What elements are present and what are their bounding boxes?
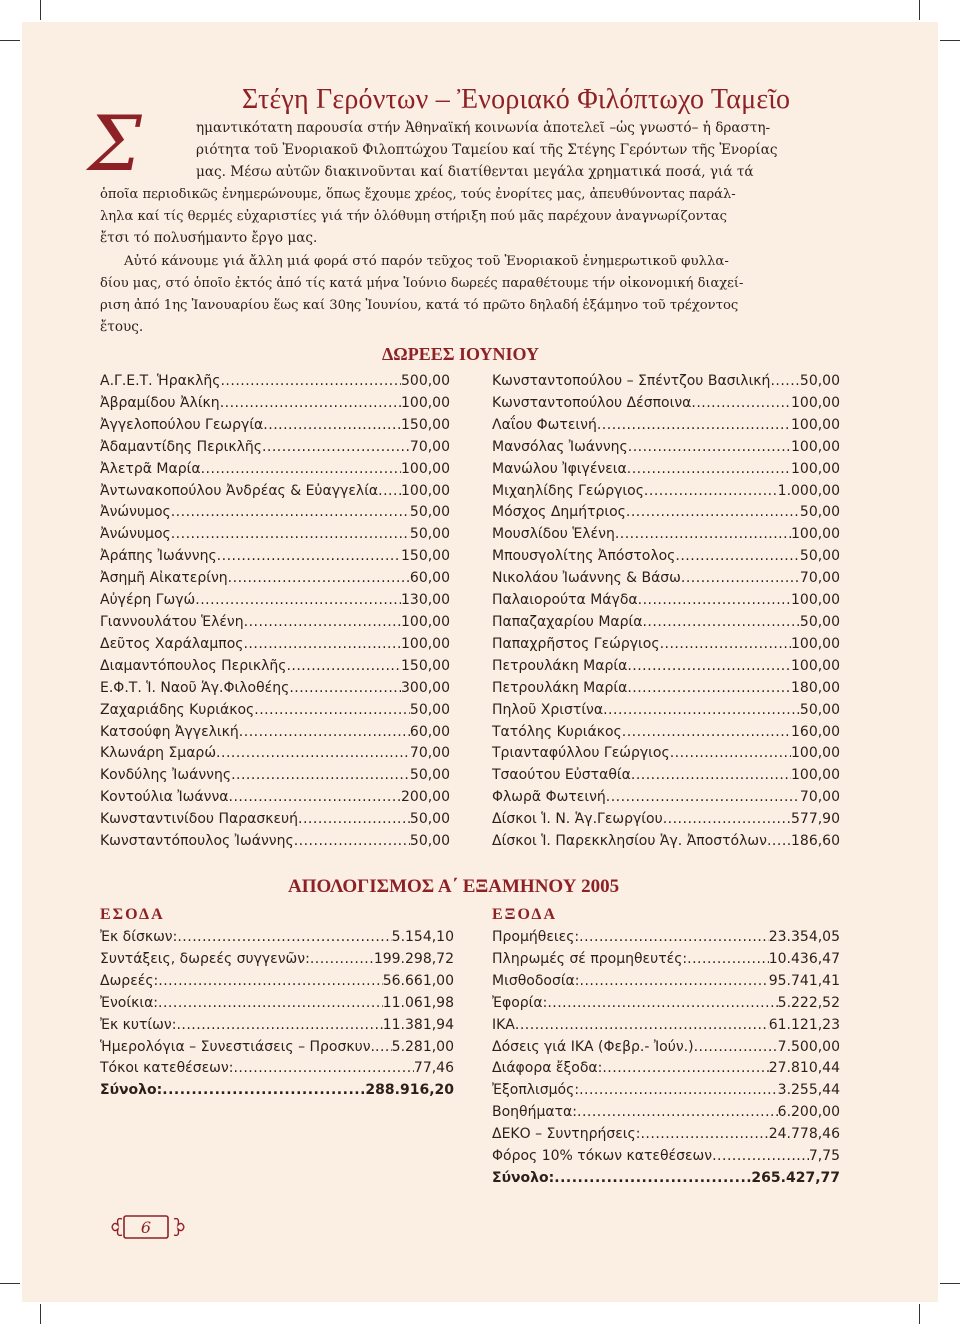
item-name: Ἀράπης Ἰωάννης (100, 548, 217, 565)
item-name: Ἡμερολόγια – Συνεστιάσεις – Προσκυν. (100, 1038, 375, 1055)
dot-leader (691, 393, 791, 415)
item-name: Ἐκ δίσκων: (100, 929, 178, 945)
item-name: Δεῦτος Χαράλαμπος (100, 635, 244, 652)
intro-line: ημαντικότατη παρουσία στήν Ἀθηναϊκή κοινωνία ἀποτελεῖ –ὡς γνωστό– ἡ δραστη- (196, 120, 771, 136)
list-item (100, 546, 450, 568)
dot-leader (262, 437, 410, 459)
dot-leader (286, 656, 401, 678)
dot-leader (638, 590, 791, 612)
item-amount: 50,00 (799, 613, 840, 630)
dot-leader (606, 787, 800, 809)
list-item (100, 437, 450, 459)
dot-leader (195, 590, 401, 612)
list-item (492, 437, 840, 459)
list-item (100, 481, 450, 503)
item-name: Πληρωμές σέ προμηθευτές: (492, 950, 688, 967)
item-amount: 50,00 (409, 526, 450, 543)
list-item (492, 459, 840, 481)
dot-leader (554, 1168, 751, 1190)
item-amount: 70,00 (799, 570, 840, 587)
total-row (492, 1168, 840, 1190)
item-amount: 500,00 (401, 373, 450, 389)
crop-mark (919, 0, 920, 20)
dot-leader (622, 722, 791, 744)
item-name: Κοντούλια Ἰωάννα (100, 789, 229, 806)
dot-leader (547, 993, 777, 1015)
income-label: ΕΣΟΔΑ (100, 906, 165, 923)
list-item (100, 1015, 454, 1037)
total-amount: 288.916,20 (365, 1082, 454, 1099)
list-item (492, 568, 840, 590)
list-item (492, 546, 840, 568)
list-item (492, 1037, 840, 1059)
dot-leader (687, 949, 769, 971)
item-amount: 100,00 (791, 635, 840, 652)
list-item (492, 765, 840, 787)
expenses-list (492, 927, 840, 1190)
item-name: Κωνσταντινίδου Παρασκευή (100, 811, 299, 828)
list-item (492, 1015, 840, 1037)
item-name: ΙΚΑ (492, 1016, 515, 1033)
item-name: Αὐγέρη Γωγώ (100, 592, 196, 609)
item-name: Προμήθειες: (492, 929, 580, 945)
list-item (100, 568, 450, 590)
item-name: Νικολάου Ἰωάννης & Βάσω (492, 570, 681, 587)
dot-leader (176, 1015, 382, 1037)
item-amount: 100,00 (401, 460, 450, 477)
dot-leader (603, 700, 800, 722)
list-item (100, 459, 450, 481)
dot-leader (615, 524, 791, 546)
dot-leader (694, 1037, 778, 1059)
list-item (100, 1037, 454, 1059)
item-amount: 50,00 (409, 767, 450, 784)
dot-leader (201, 459, 401, 481)
page-number: 6 (140, 1218, 152, 1237)
item-name: Κωνσταντόπουλος Ἰωάννης (100, 833, 294, 850)
item-amount: 100,00 (791, 394, 840, 411)
dot-leader (627, 459, 791, 481)
item-name: Πηλοῦ Χριστίνα (492, 701, 604, 718)
item-amount: 100,00 (401, 635, 450, 652)
list-item (492, 656, 840, 678)
item-amount: 150,00 (401, 657, 450, 674)
dot-leader (642, 612, 799, 634)
dot-leader (171, 502, 410, 524)
list-item (100, 612, 450, 634)
list-item (100, 415, 450, 437)
list-item (492, 743, 840, 765)
total-label: Σύνολο: (100, 1082, 163, 1099)
item-name: Παπαζαχαρίου Μαρία (492, 613, 643, 630)
item-name: Δωρεές: (100, 972, 159, 989)
list-item (100, 393, 450, 415)
item-name: Μανώλου Ἰφιγένεια (492, 460, 627, 477)
intro-line: Αὐτό κάνουμε γιά ἄλλη μιά φορά στό παρόν τεῦχος τοῦ Ἐνοριακοῦ ἐνημερωτικοῦ φυλλα- (124, 254, 729, 269)
item-amount: 11.381,94 (382, 1016, 454, 1033)
item-name: Ἀνώνυμος (100, 504, 171, 521)
list-item (100, 787, 450, 809)
dot-leader (220, 371, 401, 393)
item-amount: 6.200,00 (777, 1104, 840, 1121)
dot-leader (515, 1015, 769, 1037)
item-name: Δίσκοι Ἱ. Ν. Ἁγ.Γεωργίου (492, 811, 663, 828)
item-amount: 61.121,23 (768, 1016, 840, 1033)
item-amount: 100,00 (401, 482, 450, 499)
item-name: Συντάξεις, δωρεές συγγενῶν: (100, 950, 310, 967)
item-amount: 7.500,00 (777, 1038, 840, 1055)
dot-leader (577, 1102, 778, 1124)
item-amount: 95.741,41 (768, 972, 840, 989)
item-amount: 70,00 (409, 745, 450, 762)
item-name: Κωνσταντοπούλου Δέσποινα (492, 394, 692, 411)
crop-mark (940, 1283, 960, 1284)
item-amount: 27.810,44 (768, 1060, 840, 1077)
item-name: Λαΐου Φωτεινή (492, 416, 597, 433)
item-name: Μιχαηλίδης Γεώργιος (492, 482, 644, 499)
item-amount: 150,00 (401, 548, 450, 565)
list-item (100, 590, 450, 612)
item-amount: 100,00 (401, 613, 450, 630)
item-name: Τατόλης Κυριάκος (492, 723, 622, 740)
list-item (492, 502, 840, 524)
list-item (492, 1146, 840, 1168)
list-item (100, 809, 450, 831)
list-item (100, 502, 450, 524)
donations-right-list (492, 371, 840, 853)
item-name: Ε.Φ.Τ. Ἱ. Ναοῦ Ἁγ.Φιλοθέης (100, 679, 290, 696)
item-name: ΔΕΚΟ – Συντηρήσεις: (492, 1126, 641, 1143)
dot-leader (712, 1146, 809, 1168)
dot-leader (628, 437, 791, 459)
item-name: Ἐξοπλισμός: (492, 1082, 580, 1099)
item-amount: 5.154,10 (391, 929, 454, 945)
item-name: Φόρος 10% τόκων κατεθέσεων (492, 1148, 713, 1165)
item-amount: 100,00 (791, 657, 840, 674)
total-row (100, 1080, 454, 1102)
list-item (492, 590, 840, 612)
list-item (492, 1058, 840, 1080)
item-amount: 100,00 (791, 745, 840, 762)
item-name: Ἐφορία: (492, 994, 548, 1011)
item-name: Μπουσγολίτης Ἀπόστολος (492, 548, 676, 565)
dot-leader (220, 393, 401, 415)
item-amount: 50,00 (409, 701, 450, 718)
dot-leader (263, 415, 401, 437)
dot-leader (378, 481, 401, 503)
dot-leader (631, 765, 791, 787)
item-amount: 100,00 (401, 394, 450, 411)
dot-leader (770, 371, 799, 393)
list-item (492, 1102, 840, 1124)
list-item (492, 993, 840, 1015)
dot-leader (375, 1037, 392, 1059)
page-number-badge (108, 1212, 188, 1242)
list-item (492, 612, 840, 634)
item-name: Διαμαντόπουλος Περικλῆς (100, 657, 287, 674)
item-name: Μισθοδοσία: (492, 972, 580, 989)
list-item (100, 722, 450, 744)
list-item (492, 722, 840, 744)
list-item (492, 927, 840, 949)
dot-leader (254, 700, 410, 722)
dot-leader (243, 634, 401, 656)
item-name: Τριανταφύλλου Γεώργιος (492, 745, 670, 762)
item-name: Μόσχος Δημήτριος (492, 504, 626, 521)
item-amount: 100,00 (791, 592, 840, 609)
item-amount: 1.000,00 (777, 482, 840, 499)
list-item (100, 743, 450, 765)
list-item (492, 393, 840, 415)
crop-mark (40, 0, 41, 20)
dot-leader (294, 831, 410, 853)
dot-leader (681, 568, 800, 590)
drop-cap: Σ (88, 99, 142, 188)
item-name: Παλαιορούτα Μάγδα (492, 592, 638, 609)
item-name: Ἀβραμίδου Ἀλίκη (100, 394, 220, 411)
dot-leader (597, 415, 791, 437)
dot-leader (228, 568, 410, 590)
item-amount: 60,00 (409, 570, 450, 587)
item-amount: 50,00 (799, 701, 840, 718)
dot-leader (229, 787, 401, 809)
list-item (492, 415, 840, 437)
list-item (100, 927, 454, 949)
item-amount: 7,75 (808, 1148, 840, 1165)
item-name: Γιαννουλάτου Ἑλένη (100, 613, 244, 630)
dot-leader (640, 1124, 768, 1146)
item-amount: 5.222,52 (777, 994, 840, 1011)
list-item (100, 1058, 454, 1080)
list-item (100, 700, 450, 722)
donations-heading: ΔΩΡΕΕΣ ΙΟΥΝΙΟΥ (382, 344, 540, 364)
list-item (100, 678, 450, 700)
item-amount: 24.778,46 (768, 1126, 840, 1143)
item-name: Ἀνώνυμος (100, 526, 171, 543)
dot-leader (602, 1058, 768, 1080)
dot-leader (626, 502, 800, 524)
item-amount: 77,46 (413, 1060, 454, 1077)
item-amount: 100,00 (791, 438, 840, 455)
list-item (492, 949, 840, 971)
item-amount: 10.436,47 (768, 950, 840, 967)
dot-leader (670, 743, 791, 765)
item-name: Ἀσημῆ Αἰκατερίνη (100, 570, 228, 587)
dot-leader (216, 743, 410, 765)
list-item (492, 481, 840, 503)
dot-leader (158, 971, 382, 993)
item-name: Ζαχαριάδης Κυριάκος (100, 701, 255, 718)
item-name: Βοηθήματα: (492, 1104, 577, 1121)
list-item (100, 656, 450, 678)
intro-line: ληλα καί τίς θερμές εὐχαριστίες γιά τήν ὁλόθυμη στήριξη πού μᾶς παρέχουν ἀναγνωρίζοντας (100, 209, 727, 224)
item-name: Κλωνάρη Σμαρώ (100, 745, 217, 762)
list-item (492, 809, 840, 831)
dot-leader (171, 524, 410, 546)
dot-leader (239, 722, 410, 744)
dot-leader (177, 927, 391, 949)
ornament-right-icon (174, 1219, 184, 1236)
income-list (100, 927, 454, 1102)
item-amount: 100,00 (791, 767, 840, 784)
item-amount: 50,00 (799, 548, 840, 565)
dot-leader (663, 809, 791, 831)
item-name: Τσαούτου Εὐσταθία (492, 767, 631, 784)
crop-mark (919, 1304, 920, 1324)
list-item (492, 787, 840, 809)
item-name: Ἀδαμαντίδης Περικλῆς (100, 438, 262, 455)
item-name: Κατσούφη Ἀγγελική (100, 723, 239, 740)
crop-mark (940, 40, 960, 41)
item-name: Ἀντωνακοπούλου Ἀνδρέας & Εὐαγγελία (100, 482, 379, 499)
intro-line: ριση ἀπό 1ης Ἰανουαρίου ἕως καί 30ης Ἰουνίου, κατά τό πρῶτο δηλαδή ἑξάμηνο τοῦ τρέχοντος (100, 298, 739, 313)
item-name: Ἀγγελοπούλου Γεωργία (100, 416, 264, 433)
statement-heading: ΑΠΟΛΟΓΙΣΜΟΣ Α΄ ΕΞΑΜΗΝΟΥ 2005 (288, 876, 620, 897)
dot-leader (217, 546, 401, 568)
page-title: Στέγη Γερόντων – Ἐνοριακό Φιλόπτωχο Ταμεῖο (242, 84, 791, 115)
crop-mark (0, 1283, 20, 1284)
item-amount: 186,60 (791, 833, 840, 850)
item-name: Μανσόλας Ἰωάννης (492, 438, 628, 455)
item-amount: 50,00 (409, 811, 450, 828)
item-name: Φλωρᾶ Φωτεινή (492, 789, 606, 806)
item-amount: 56.661,00 (382, 972, 454, 989)
item-amount: 5.281,00 (391, 1038, 454, 1055)
expenses-label: ΕΞΟΔΑ (492, 906, 557, 923)
list-item (100, 371, 450, 393)
item-amount: 60,00 (409, 723, 450, 740)
item-name: Κωνσταντοπούλου – Σπέντζου Βασιλική (492, 373, 771, 389)
dot-leader (233, 1058, 413, 1080)
crop-mark (0, 40, 20, 41)
dot-leader (579, 927, 769, 949)
item-amount: 160,00 (791, 723, 840, 740)
list-item (100, 949, 454, 971)
list-item (492, 371, 840, 393)
intro-line: ἔτσι τό πολυσήμαντο ἔργο μας. (100, 230, 318, 246)
item-amount: 577,90 (791, 811, 840, 828)
item-name: Κονδύλης Ἰωάννης (100, 767, 232, 784)
dot-leader (244, 612, 401, 634)
item-amount: 200,00 (401, 789, 450, 806)
item-amount: 100,00 (791, 460, 840, 477)
item-amount: 50,00 (409, 833, 450, 850)
item-amount: 50,00 (409, 504, 450, 521)
intro-line: ριότητα τοῦ Ἐνοριακοῦ Φιλοπτώχου Ταμείου καί τῆς Στέγης Γερόντων τῆς Ἐνορίας (196, 142, 778, 158)
item-name: Τόκοι κατεθέσεων: (100, 1060, 234, 1077)
intro-line: μας. Μέσω αὐτῶν διακινοῦνται καί διατίθενται μεγάλα χρηματικά ποσά, γιά τά (196, 164, 754, 180)
item-amount: 50,00 (799, 373, 840, 389)
list-item (100, 524, 450, 546)
list-item (100, 831, 450, 853)
list-item (492, 1124, 840, 1146)
item-amount: 199.298,72 (373, 950, 454, 967)
item-name: Παπαχρῆστος Γεώργιος (492, 635, 660, 652)
ornament-left-icon (112, 1219, 122, 1236)
intro-line: ὁποῖα περιοδικῶς ἐνημερώνουμε, ὅπως ἔχουμε χρέος, τούς ἐνορίτες μας, ἀπευθύνοντας παράλ- (100, 187, 736, 202)
dot-leader (675, 546, 800, 568)
intro-line: δίου μας, στό ὁποῖο ἐκτός ἀπό τίς κατά μήνα Ἰούνιο δωρεές παραθέτουμε τήν οἰκονομική διαχεί- (100, 276, 744, 291)
item-amount: 150,00 (401, 416, 450, 433)
item-amount: 11.061,98 (382, 994, 454, 1011)
list-item (492, 634, 840, 656)
dot-leader (627, 656, 791, 678)
item-amount: 3.255,44 (777, 1082, 840, 1099)
item-name: Α.Γ.Ε.Τ. Ἡρακλῆς (100, 373, 221, 389)
item-amount: 23.354,05 (768, 929, 840, 945)
dot-leader (767, 831, 791, 853)
dot-leader (627, 678, 791, 700)
list-item (492, 831, 840, 853)
list-item (492, 700, 840, 722)
intro-line: ἔτους. (100, 319, 144, 335)
item-name: Ἐνοίκια: (100, 994, 159, 1011)
total-amount: 265.427,77 (751, 1169, 840, 1186)
dot-leader (231, 765, 410, 787)
item-name: Διάφορα ἔξοδα: (492, 1060, 603, 1077)
list-item (100, 634, 450, 656)
item-name: Πετρουλάκη Μαρία (492, 657, 628, 674)
item-amount: 70,00 (799, 789, 840, 806)
dot-leader (162, 1080, 365, 1102)
item-name: Μουσλίδου Ἑλένη (492, 526, 615, 543)
item-name: Ἀλετρᾶ Μαρία (100, 460, 201, 477)
list-item (492, 524, 840, 546)
dot-leader (644, 481, 778, 503)
list-item (100, 971, 454, 993)
item-name: Δόσεις γιά ΙΚΑ (Φεβρ.- Ἰούν.) (492, 1038, 694, 1055)
dot-leader (310, 949, 374, 971)
list-item (492, 1080, 840, 1102)
total-label: Σύνολο: (492, 1169, 555, 1186)
item-amount: 100,00 (791, 416, 840, 433)
item-amount: 100,00 (791, 526, 840, 543)
dot-leader (158, 993, 383, 1015)
dot-leader (298, 809, 410, 831)
list-item (492, 971, 840, 993)
donations-left-list (100, 371, 450, 853)
crop-mark (40, 1304, 41, 1324)
item-amount: 180,00 (791, 679, 840, 696)
dot-leader (660, 634, 791, 656)
item-amount: 70,00 (409, 438, 450, 455)
item-amount: 130,00 (401, 592, 450, 609)
dot-leader (580, 971, 769, 993)
item-name: Ἐκ κυτίων: (100, 1016, 177, 1033)
list-item (100, 993, 454, 1015)
item-amount: 50,00 (799, 504, 840, 521)
list-item (100, 765, 450, 787)
dot-leader (579, 1080, 778, 1102)
item-name: Πετρουλάκη Μαρία (492, 679, 628, 696)
dot-leader (289, 678, 401, 700)
item-name: Δίσκοι Ἱ. Παρεκκλησίου Ἁγ. Ἀποστόλων (492, 833, 767, 850)
list-item (492, 678, 840, 700)
item-amount: 300,00 (401, 679, 450, 696)
